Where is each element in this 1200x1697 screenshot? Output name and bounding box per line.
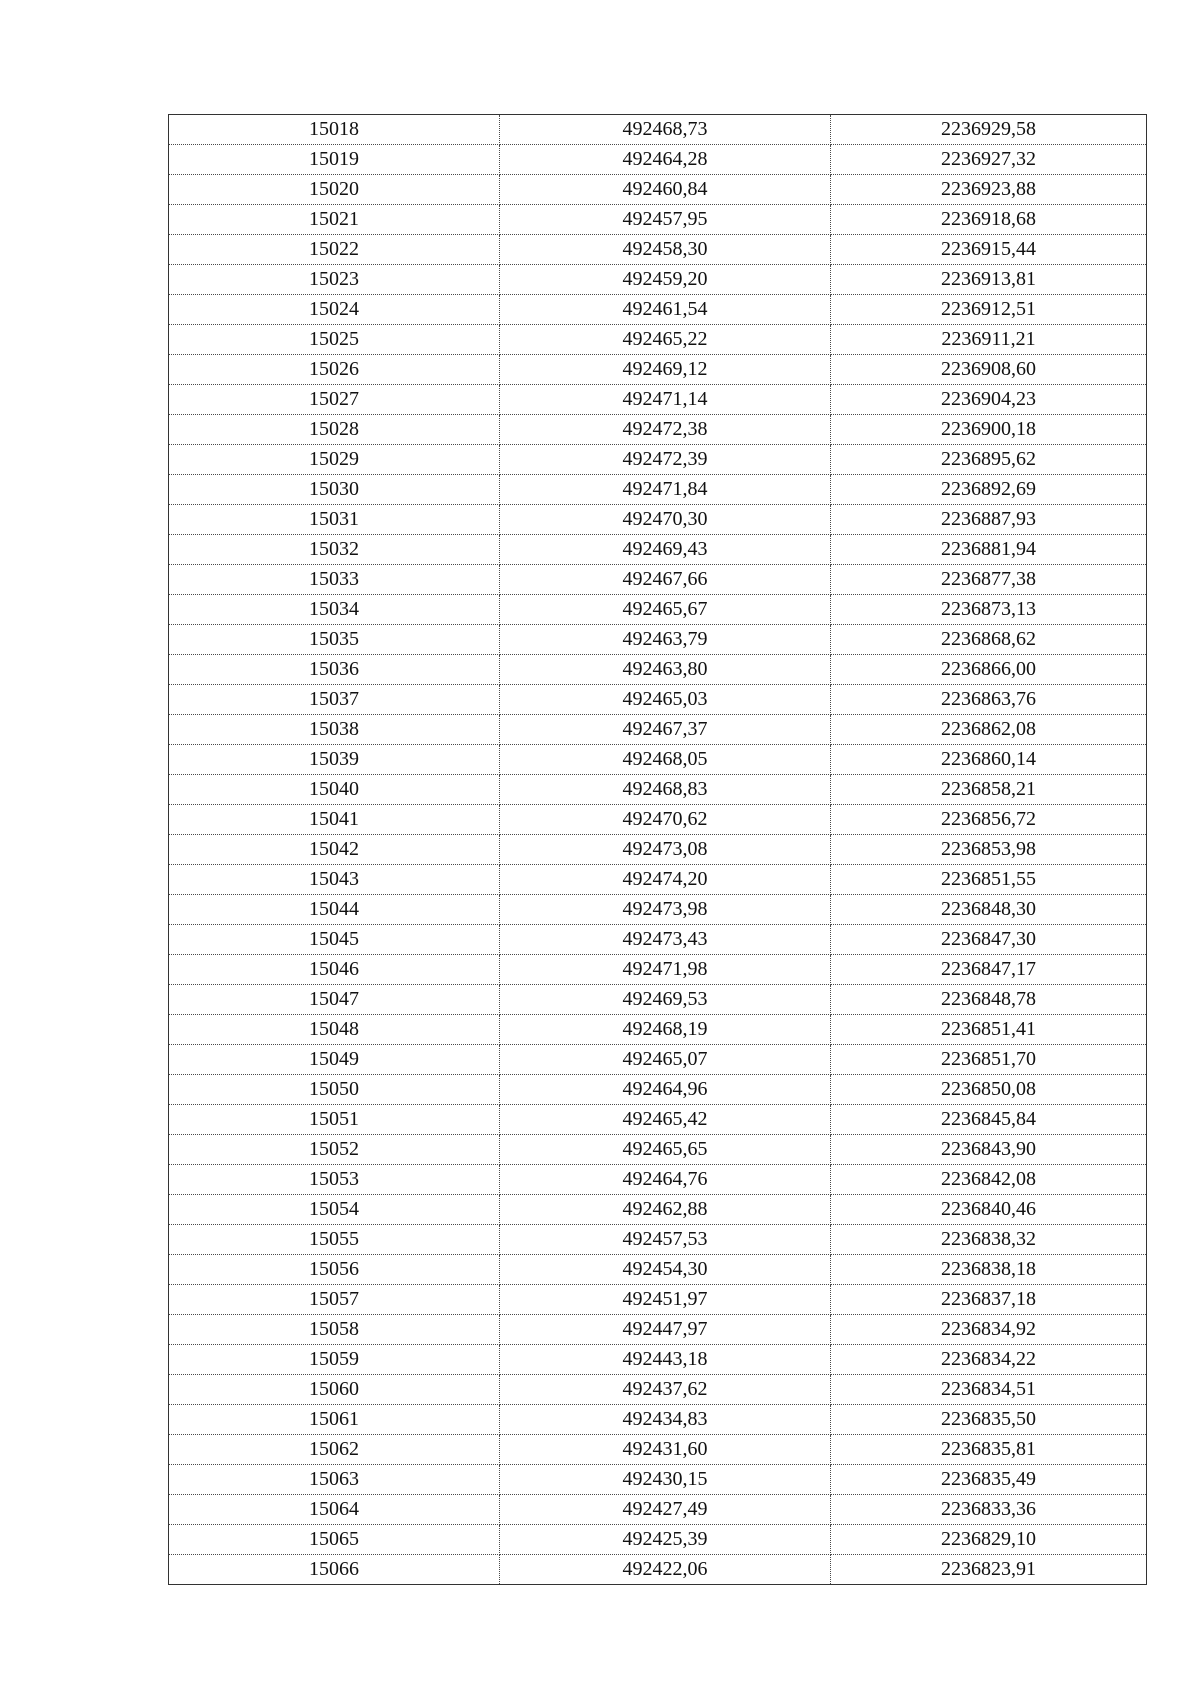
y-coordinate-cell: 2236850,08 <box>831 1075 1147 1105</box>
point-number-cell: 15037 <box>169 685 500 715</box>
y-coordinate-cell: 2236853,98 <box>831 835 1147 865</box>
y-coordinate-cell: 2236843,90 <box>831 1135 1147 1165</box>
table-row <box>169 835 1147 865</box>
point-number-cell: 15041 <box>169 805 500 835</box>
point-number-cell: 15059 <box>169 1345 500 1375</box>
x-coordinate-cell: 492474,20 <box>500 865 831 895</box>
table-row <box>169 1255 1147 1285</box>
point-number-cell: 15022 <box>169 235 500 265</box>
point-number-cell: 15063 <box>169 1465 500 1495</box>
table-row <box>169 175 1147 205</box>
x-coordinate-cell: 492465,42 <box>500 1105 831 1135</box>
x-coordinate-cell: 492465,67 <box>500 595 831 625</box>
point-number-cell: 15019 <box>169 145 500 175</box>
x-coordinate-cell: 492425,39 <box>500 1525 831 1555</box>
point-number-cell: 15060 <box>169 1375 500 1405</box>
y-coordinate-cell: 2236835,50 <box>831 1405 1147 1435</box>
x-coordinate-cell: 492469,12 <box>500 355 831 385</box>
point-number-cell: 15030 <box>169 475 500 505</box>
y-coordinate-cell: 2236851,41 <box>831 1015 1147 1045</box>
point-number-cell: 15052 <box>169 1135 500 1165</box>
y-coordinate-cell: 2236873,13 <box>831 595 1147 625</box>
y-coordinate-cell: 2236838,32 <box>831 1225 1147 1255</box>
x-coordinate-cell: 492470,62 <box>500 805 831 835</box>
y-coordinate-cell: 2236862,08 <box>831 715 1147 745</box>
point-number-cell: 15020 <box>169 175 500 205</box>
x-coordinate-cell: 492468,73 <box>500 115 831 145</box>
point-number-cell: 15032 <box>169 535 500 565</box>
x-coordinate-cell: 492465,22 <box>500 325 831 355</box>
table-row <box>169 145 1147 175</box>
table-row <box>169 1075 1147 1105</box>
y-coordinate-cell: 2236834,92 <box>831 1315 1147 1345</box>
y-coordinate-cell: 2236887,93 <box>831 505 1147 535</box>
x-coordinate-cell: 492473,08 <box>500 835 831 865</box>
x-coordinate-cell: 492457,95 <box>500 205 831 235</box>
x-coordinate-cell: 492471,98 <box>500 955 831 985</box>
table-row <box>169 1195 1147 1225</box>
x-coordinate-cell: 492471,84 <box>500 475 831 505</box>
table-row <box>169 985 1147 1015</box>
y-coordinate-cell: 2236823,91 <box>831 1555 1147 1585</box>
x-coordinate-cell: 492470,30 <box>500 505 831 535</box>
point-number-cell: 15033 <box>169 565 500 595</box>
y-coordinate-cell: 2236847,30 <box>831 925 1147 955</box>
point-number-cell: 15044 <box>169 895 500 925</box>
point-number-cell: 15043 <box>169 865 500 895</box>
y-coordinate-cell: 2236851,70 <box>831 1045 1147 1075</box>
table-row <box>169 1225 1147 1255</box>
point-number-cell: 15048 <box>169 1015 500 1045</box>
table-row <box>169 1375 1147 1405</box>
x-coordinate-cell: 492465,65 <box>500 1135 831 1165</box>
y-coordinate-cell: 2236840,46 <box>831 1195 1147 1225</box>
x-coordinate-cell: 492458,30 <box>500 235 831 265</box>
y-coordinate-cell: 2236860,14 <box>831 745 1147 775</box>
point-number-cell: 15035 <box>169 625 500 655</box>
coordinates-table-body <box>169 115 1147 1585</box>
point-number-cell: 15054 <box>169 1195 500 1225</box>
point-number-cell: 15029 <box>169 445 500 475</box>
point-number-cell: 15040 <box>169 775 500 805</box>
table-row <box>169 805 1147 835</box>
table-row <box>169 385 1147 415</box>
table-row <box>169 445 1147 475</box>
y-coordinate-cell: 2236838,18 <box>831 1255 1147 1285</box>
x-coordinate-cell: 492454,30 <box>500 1255 831 1285</box>
y-coordinate-cell: 2236918,68 <box>831 205 1147 235</box>
x-coordinate-cell: 492422,06 <box>500 1555 831 1585</box>
table-row <box>169 295 1147 325</box>
coordinates-table <box>168 114 1147 1585</box>
point-number-cell: 15026 <box>169 355 500 385</box>
y-coordinate-cell: 2236848,78 <box>831 985 1147 1015</box>
y-coordinate-cell: 2236858,21 <box>831 775 1147 805</box>
point-number-cell: 15057 <box>169 1285 500 1315</box>
y-coordinate-cell: 2236833,36 <box>831 1495 1147 1525</box>
point-number-cell: 15039 <box>169 745 500 775</box>
point-number-cell: 15058 <box>169 1315 500 1345</box>
y-coordinate-cell: 2236911,21 <box>831 325 1147 355</box>
point-number-cell: 15018 <box>169 115 500 145</box>
point-number-cell: 15024 <box>169 295 500 325</box>
table-row <box>169 1435 1147 1465</box>
point-number-cell: 15034 <box>169 595 500 625</box>
point-number-cell: 15056 <box>169 1255 500 1285</box>
x-coordinate-cell: 492464,96 <box>500 1075 831 1105</box>
y-coordinate-cell: 2236913,81 <box>831 265 1147 295</box>
y-coordinate-cell: 2236904,23 <box>831 385 1147 415</box>
y-coordinate-cell: 2236842,08 <box>831 1165 1147 1195</box>
x-coordinate-cell: 492465,03 <box>500 685 831 715</box>
x-coordinate-cell: 492473,98 <box>500 895 831 925</box>
x-coordinate-cell: 492427,49 <box>500 1495 831 1525</box>
point-number-cell: 15062 <box>169 1435 500 1465</box>
x-coordinate-cell: 492443,18 <box>500 1345 831 1375</box>
table-row <box>169 625 1147 655</box>
table-row <box>169 685 1147 715</box>
point-number-cell: 15046 <box>169 955 500 985</box>
table-row <box>169 235 1147 265</box>
y-coordinate-cell: 2236856,72 <box>831 805 1147 835</box>
table-row <box>169 745 1147 775</box>
x-coordinate-cell: 492460,84 <box>500 175 831 205</box>
table-row <box>169 865 1147 895</box>
point-number-cell: 15066 <box>169 1555 500 1585</box>
x-coordinate-cell: 492467,37 <box>500 715 831 745</box>
point-number-cell: 15053 <box>169 1165 500 1195</box>
y-coordinate-cell: 2236881,94 <box>831 535 1147 565</box>
table-row <box>169 415 1147 445</box>
y-coordinate-cell: 2236829,10 <box>831 1525 1147 1555</box>
table-row <box>169 895 1147 925</box>
y-coordinate-cell: 2236929,58 <box>831 115 1147 145</box>
table-row <box>169 265 1147 295</box>
table-row <box>169 115 1147 145</box>
table-row <box>169 565 1147 595</box>
point-number-cell: 15055 <box>169 1225 500 1255</box>
x-coordinate-cell: 492473,43 <box>500 925 831 955</box>
x-coordinate-cell: 492472,38 <box>500 415 831 445</box>
x-coordinate-cell: 492469,43 <box>500 535 831 565</box>
point-number-cell: 15064 <box>169 1495 500 1525</box>
y-coordinate-cell: 2236835,49 <box>831 1465 1147 1495</box>
table-row <box>169 1165 1147 1195</box>
y-coordinate-cell: 2236927,32 <box>831 145 1147 175</box>
table-row <box>169 595 1147 625</box>
point-number-cell: 15050 <box>169 1075 500 1105</box>
table-row <box>169 535 1147 565</box>
table-row <box>169 1285 1147 1315</box>
table-row <box>169 1495 1147 1525</box>
table-row <box>169 955 1147 985</box>
y-coordinate-cell: 2236866,00 <box>831 655 1147 685</box>
y-coordinate-cell: 2236877,38 <box>831 565 1147 595</box>
table-row <box>169 1105 1147 1135</box>
x-coordinate-cell: 492464,28 <box>500 145 831 175</box>
point-number-cell: 15021 <box>169 205 500 235</box>
table-row <box>169 1315 1147 1345</box>
table-row <box>169 1135 1147 1165</box>
table-row <box>169 505 1147 535</box>
y-coordinate-cell: 2236923,88 <box>831 175 1147 205</box>
point-number-cell: 15028 <box>169 415 500 445</box>
table-row <box>169 1525 1147 1555</box>
x-coordinate-cell: 492468,83 <box>500 775 831 805</box>
x-coordinate-cell: 492464,76 <box>500 1165 831 1195</box>
y-coordinate-cell: 2236834,22 <box>831 1345 1147 1375</box>
point-number-cell: 15045 <box>169 925 500 955</box>
table-row <box>169 1465 1147 1495</box>
x-coordinate-cell: 492430,15 <box>500 1465 831 1495</box>
y-coordinate-cell: 2236851,55 <box>831 865 1147 895</box>
x-coordinate-cell: 492463,80 <box>500 655 831 685</box>
x-coordinate-cell: 492468,19 <box>500 1015 831 1045</box>
point-number-cell: 15027 <box>169 385 500 415</box>
y-coordinate-cell: 2236895,62 <box>831 445 1147 475</box>
x-coordinate-cell: 492472,39 <box>500 445 831 475</box>
y-coordinate-cell: 2236847,17 <box>831 955 1147 985</box>
point-number-cell: 15025 <box>169 325 500 355</box>
x-coordinate-cell: 492465,07 <box>500 1045 831 1075</box>
y-coordinate-cell: 2236835,81 <box>831 1435 1147 1465</box>
point-number-cell: 15023 <box>169 265 500 295</box>
point-number-cell: 15047 <box>169 985 500 1015</box>
y-coordinate-cell: 2236912,51 <box>831 295 1147 325</box>
y-coordinate-cell: 2236915,44 <box>831 235 1147 265</box>
point-number-cell: 15061 <box>169 1405 500 1435</box>
y-coordinate-cell: 2236848,30 <box>831 895 1147 925</box>
x-coordinate-cell: 492459,20 <box>500 265 831 295</box>
x-coordinate-cell: 492467,66 <box>500 565 831 595</box>
table-row <box>169 475 1147 505</box>
y-coordinate-cell: 2236863,76 <box>831 685 1147 715</box>
point-number-cell: 15031 <box>169 505 500 535</box>
table-row <box>169 925 1147 955</box>
point-number-cell: 15049 <box>169 1045 500 1075</box>
table-row <box>169 1015 1147 1045</box>
point-number-cell: 15038 <box>169 715 500 745</box>
x-coordinate-cell: 492431,60 <box>500 1435 831 1465</box>
table-row <box>169 205 1147 235</box>
x-coordinate-cell: 492471,14 <box>500 385 831 415</box>
x-coordinate-cell: 492468,05 <box>500 745 831 775</box>
table-row <box>169 775 1147 805</box>
y-coordinate-cell: 2236892,69 <box>831 475 1147 505</box>
y-coordinate-cell: 2236837,18 <box>831 1285 1147 1315</box>
y-coordinate-cell: 2236834,51 <box>831 1375 1147 1405</box>
table-row <box>169 325 1147 355</box>
x-coordinate-cell: 492451,97 <box>500 1285 831 1315</box>
x-coordinate-cell: 492463,79 <box>500 625 831 655</box>
table-row <box>169 1045 1147 1075</box>
x-coordinate-cell: 492434,83 <box>500 1405 831 1435</box>
table-row <box>169 355 1147 385</box>
y-coordinate-cell: 2236900,18 <box>831 415 1147 445</box>
table-row <box>169 715 1147 745</box>
table-row <box>169 1345 1147 1375</box>
x-coordinate-cell: 492462,88 <box>500 1195 831 1225</box>
y-coordinate-cell: 2236845,84 <box>831 1105 1147 1135</box>
x-coordinate-cell: 492457,53 <box>500 1225 831 1255</box>
point-number-cell: 15051 <box>169 1105 500 1135</box>
y-coordinate-cell: 2236868,62 <box>831 625 1147 655</box>
x-coordinate-cell: 492447,97 <box>500 1315 831 1345</box>
table-row <box>169 655 1147 685</box>
x-coordinate-cell: 492461,54 <box>500 295 831 325</box>
x-coordinate-cell: 492437,62 <box>500 1375 831 1405</box>
point-number-cell: 15036 <box>169 655 500 685</box>
x-coordinate-cell: 492469,53 <box>500 985 831 1015</box>
point-number-cell: 15042 <box>169 835 500 865</box>
point-number-cell: 15065 <box>169 1525 500 1555</box>
table-row <box>169 1405 1147 1435</box>
table-row <box>169 1555 1147 1585</box>
y-coordinate-cell: 2236908,60 <box>831 355 1147 385</box>
